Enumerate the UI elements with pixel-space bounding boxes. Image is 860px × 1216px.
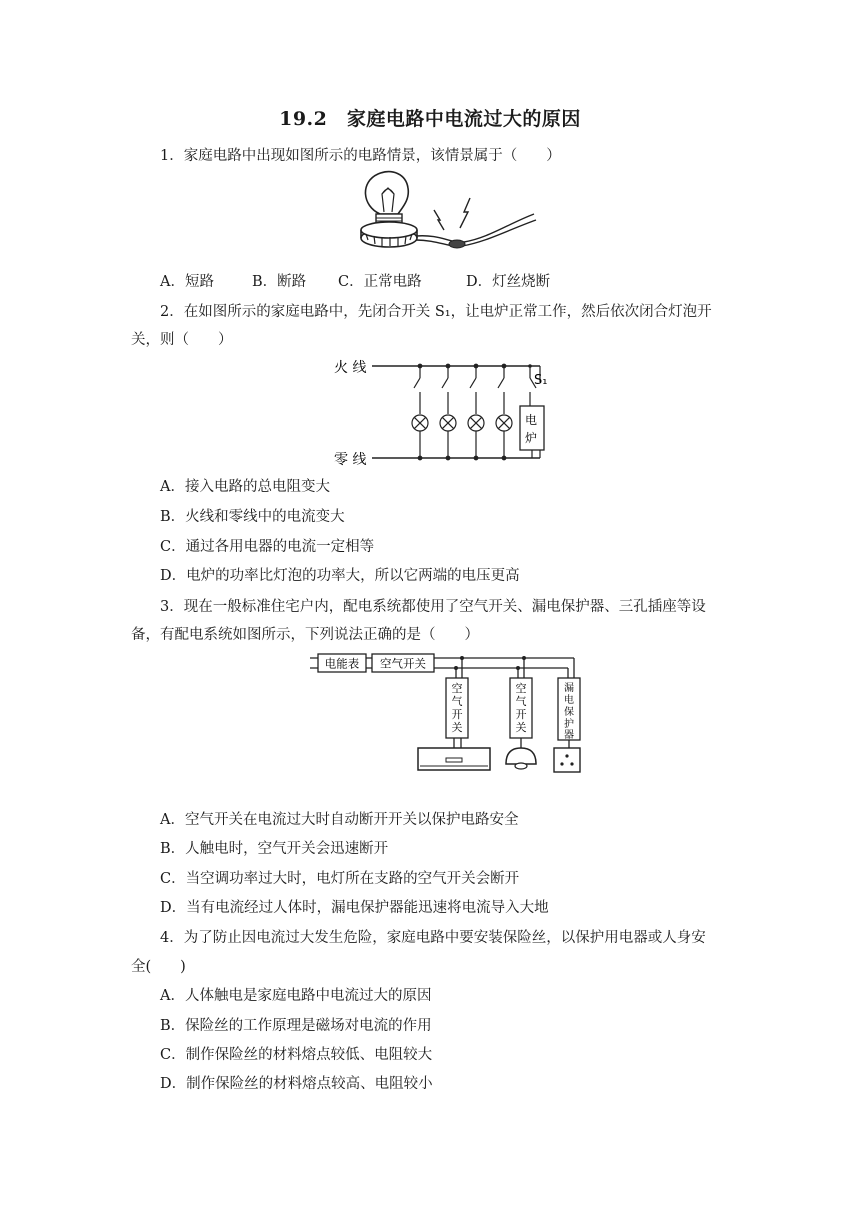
q1-option-a: A．短路 [160,274,214,290]
q1-option-d: D．灯丝烧断 [466,274,551,290]
q2-stem-line2: 关，则（ ） [131,332,233,348]
svg-text:护: 护 [564,719,574,730]
q1-stem: 1．家庭电路中出现如图所示的电路情景，该情景属于（ ） [160,148,561,164]
main-switch-label: 空气开关 [380,656,426,671]
lamp-branch-1 [412,364,428,460]
q2-figure-household-circuit [328,354,558,470]
svg-text:开: 开 [515,708,527,721]
three-hole-socket-icon [554,748,580,772]
svg-text:电: 电 [564,695,574,706]
meter-label: 电能表 [324,656,360,671]
svg-text:漏: 漏 [564,683,574,694]
q1-option-b: B．断路 [252,274,307,290]
svg-text:空: 空 [515,682,527,695]
spark-icon-2 [460,198,470,228]
switch-s1-label: S₁ [534,373,548,388]
svg-text:气: 气 [451,695,463,708]
stove-label-2: 炉 [525,431,538,445]
q3-option-d: D．当有电流经过人体时，漏电保护器能迅速将电流导入大地 [160,900,549,916]
q3-option-b: B．人触电时，空气开关会迅速断开 [160,841,389,857]
q4-option-a: A．人体触电是家庭电路中电流过大的原因 [160,988,432,1004]
spark-icon [434,210,444,230]
stove-label-1: 电 [525,413,538,427]
q3-option-a: A．空气开关在电流过大时自动断开开关以保护电路安全 [160,812,519,828]
q3-option-c: C．当空调功率过大时，电灯所在支路的空气开关会断开 [160,871,520,887]
q4-option-b: B．保险丝的工作原理是磁场对电流的作用 [160,1018,432,1034]
q3-stem-line2: 备，有配电系统如图所示，下列说法正确的是（ ） [131,627,479,643]
page-title: 19.2 家庭电路中电流过大的原因 [279,108,581,130]
q1-options [160,270,550,291]
q4-option-d: D．制作保险丝的材料熔点较高、电阻较小 [160,1076,433,1092]
q4-stem-line2: 全( ) [131,959,186,975]
q4-stem-line1: 4．为了防止因电流过大发生危险，家庭电路中要安装保险丝，以保护用电器或人身安 [160,930,706,946]
neutral-wire-label: 零 线 [334,452,367,468]
svg-text:开: 开 [451,708,463,721]
svg-text:关: 关 [515,721,527,734]
lamp-icon [506,748,536,764]
lamp-branch-3 [468,364,484,460]
q4-option-c: C．制作保险丝的材料熔点较低、电阻较大 [160,1047,433,1063]
svg-text:器: 器 [564,730,574,741]
lamp-branch-4 [496,364,512,460]
svg-text:空: 空 [451,682,463,695]
q1-option-c: C．正常电路 [338,274,422,290]
q3-stem-line1: 3．现在一般标准住宅户内，配电系统都使用了空气开关、漏电保护器、三孔插座等设 [160,599,706,615]
lamp-branch-2 [440,364,456,460]
q2-option-a: A．接入电路的总电阻变大 [160,479,330,495]
q2-option-c: C．通过各用电器的电流一定相等 [160,539,375,555]
live-wire-label: 火 线 [334,360,367,376]
bulb-glass-icon [365,172,408,214]
svg-text:气: 气 [515,695,527,708]
svg-text:关: 关 [451,721,463,734]
q1-figure-bulb-short-circuit [358,168,538,256]
q2-option-d: D．电炉的功率比灯泡的功率大，所以它两端的电压更高 [160,568,520,584]
q2-stem-line1: 2．在如图所示的家庭电路中，先闭合开关 S₁，让电炉正常工作，然后依次闭合灯泡开 [160,304,712,320]
q2-option-b: B．火线和零线中的电流变大 [160,509,345,525]
q3-figure-distribution-system [306,650,590,776]
svg-text:保: 保 [564,707,574,718]
